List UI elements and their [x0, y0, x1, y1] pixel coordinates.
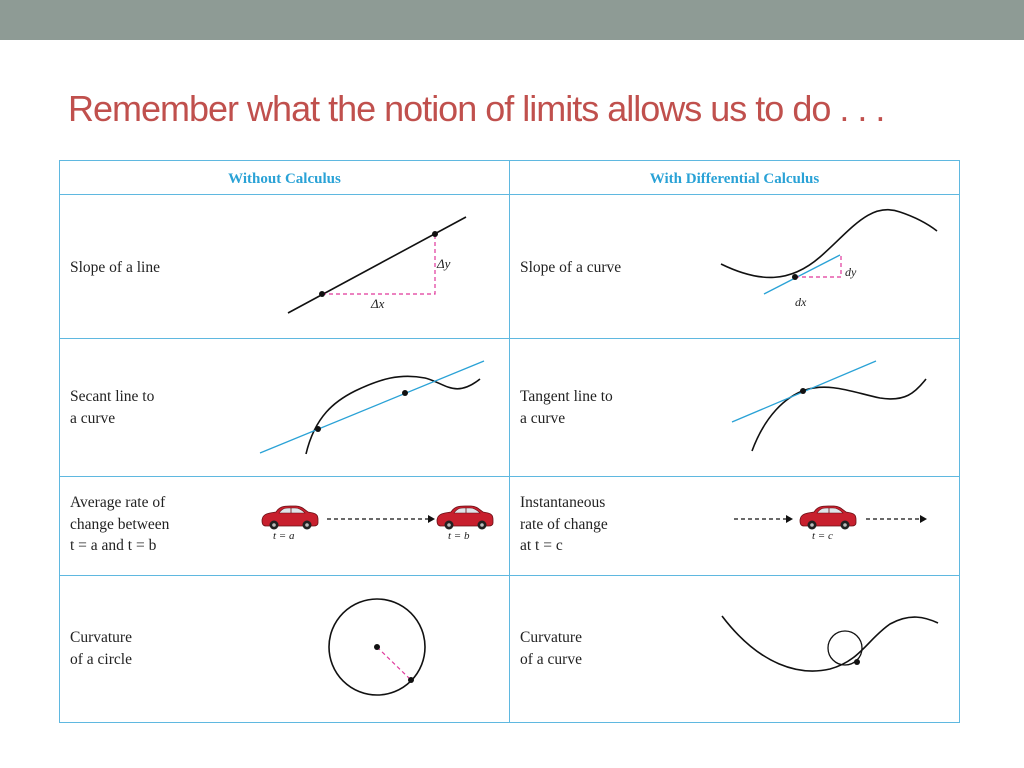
slope-curve-diagram: [721, 210, 937, 309]
circle-curvature-diagram: [329, 599, 425, 695]
dx-label: dx: [795, 295, 807, 309]
instantaneous-rate-diagram: [734, 506, 927, 542]
label-line: Slope of a line: [70, 259, 160, 276]
average-rate-diagram: [262, 506, 493, 542]
delta-y-label: Δy: [437, 256, 451, 271]
label-line: Average rate of: [70, 494, 166, 511]
label-line: a curve: [70, 409, 116, 427]
comparison-table: [59, 160, 960, 723]
t-b-label: t = b: [448, 530, 470, 542]
header-without-calculus: Without Calculus: [228, 171, 341, 187]
label-line: change between: [70, 515, 170, 533]
slope-line-diagram: [288, 217, 466, 313]
label-line: Secant line to: [70, 388, 155, 405]
label-line: t = a and t = b: [70, 537, 157, 554]
label-line: of a circle: [70, 650, 132, 668]
dy-label: dy: [845, 265, 857, 279]
label-line: Slope of a curve: [520, 259, 622, 276]
diagrams-layer: [60, 161, 959, 722]
label-line: at t = c: [520, 537, 563, 554]
label-line: rate of change: [520, 515, 608, 533]
top-bar: [0, 0, 1024, 40]
label-line: Tangent line to: [520, 388, 613, 405]
car-icon: [437, 506, 493, 530]
car-icon: [800, 506, 856, 530]
header-with-differential-calculus: With Differential Calculus: [649, 171, 820, 187]
car-icon: [262, 506, 318, 530]
t-c-label: t = c: [812, 530, 833, 542]
label-line: a curve: [520, 409, 566, 427]
curve-curvature-diagram: [722, 616, 938, 671]
label-line: Curvature: [520, 629, 582, 646]
delta-x-label: Δx: [371, 296, 385, 311]
secant-line-diagram: [260, 361, 484, 454]
label-line: Instantaneous: [520, 494, 606, 511]
slide-title: Remember what the notion of limits allows us to do . . .: [68, 88, 885, 129]
label-line: Curvature: [70, 629, 132, 646]
tangent-line-diagram: [732, 361, 926, 451]
label-line: of a curve: [520, 650, 582, 668]
t-a-label: t = a: [273, 530, 295, 542]
